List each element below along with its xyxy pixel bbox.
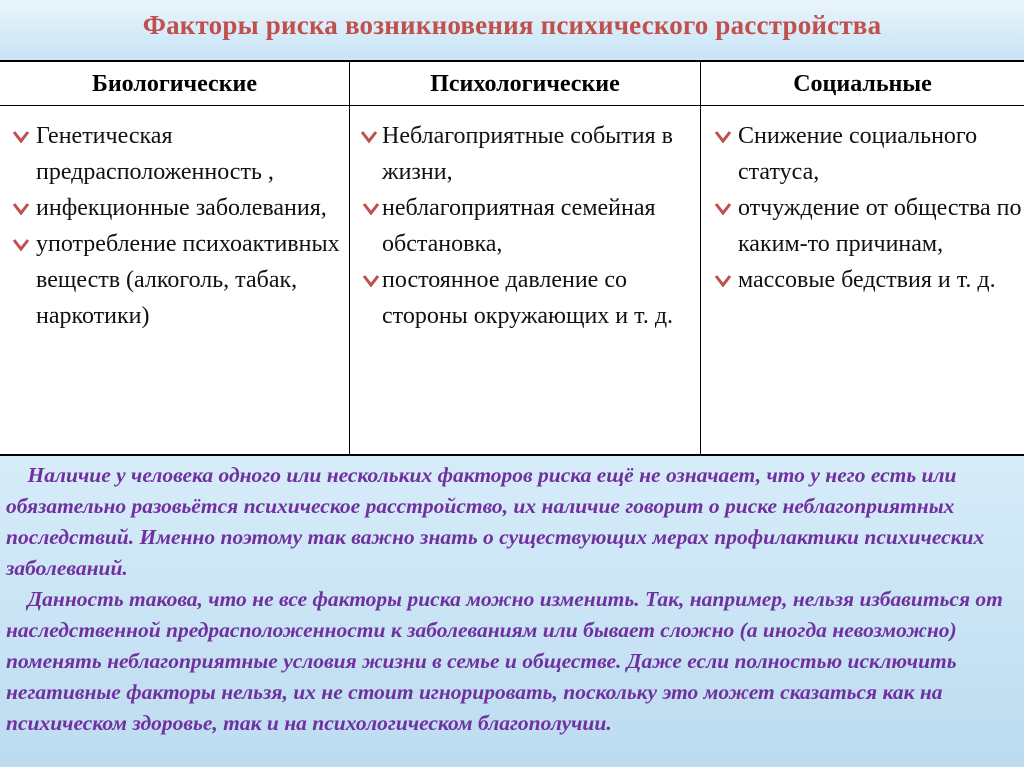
arrow-bullet-icon [360,129,378,145]
header-psychological: Психологические [430,71,620,97]
chevron-bullet-icon [714,273,732,289]
list-item [360,118,688,190]
slide-title: Факторы риска возникновения психического расстройства [142,10,882,40]
list-item [10,190,345,226]
chevron-bullet-icon [12,237,30,253]
header-social: Социальные [793,71,932,97]
column-psychological [360,118,688,334]
item-text: Неблагоприятные события в жизни, [382,123,673,185]
item-text: неблагоприятная семейная обстановка, [382,195,656,257]
chevron-bullet-icon [714,129,732,145]
note-paragraph-1: Наличие у человека одного или нескольких факторов риска ещё не означает, что у него есть или обязательно разовьётся психическое расстройство, их наличие говорит о риске неблагоприятных последствий. Именно поэтому так важно знать о существующих мерах профилактики психических заболеваний. [6,463,985,580]
list-item [712,118,1022,190]
column-biological [10,118,345,334]
list-item [712,262,1022,298]
list-item [360,190,688,262]
column-social [712,118,1022,298]
chevron-bullet-icon [12,201,30,217]
note-paragraph-2: Данность такова, что не все факторы риска можно изменить. Так, например, нельзя избавиться от наследственной предрасположенности к заболеваниям или бывает сложно (а иногда невозможно) поменять неблагоприятные условия жизни в семье и обществе. Даже если полностью исключить негативные факторы нельзя, их не стоит игнорировать, поскольку это может сказаться как на психическом здоровье, так и на психологическом благополучии. [6,587,1003,735]
item-text: Генетическая предрасположенность , [36,123,274,185]
column-divider [349,62,350,454]
column-divider [700,62,701,454]
chevron-bullet-icon [12,129,30,145]
header-divider [0,105,1024,106]
chevron-bullet-icon [362,201,380,217]
list-item [712,190,1022,262]
item-text: употребление психоактивных веществ (алкоголь, табак, наркотики) [36,231,340,329]
list-item [10,226,345,334]
list-item [360,262,688,334]
header-biological: Биологические [91,71,257,97]
item-text: отчуждение от общества по каким-то причинам, [738,195,1022,257]
explanatory-note [0,456,1024,767]
list-item [10,118,345,190]
item-text: постоянное давление со стороны окружающих и т. д. [382,267,674,329]
chevron-bullet-icon [714,201,732,217]
item-text: инфекционные заболевания, [36,195,327,221]
item-text: массовые бедствия и т. д. [738,267,996,293]
item-text: Снижение социального статуса, [738,123,978,185]
chevron-bullet-icon [362,273,380,289]
risk-factors-table [0,60,1024,456]
